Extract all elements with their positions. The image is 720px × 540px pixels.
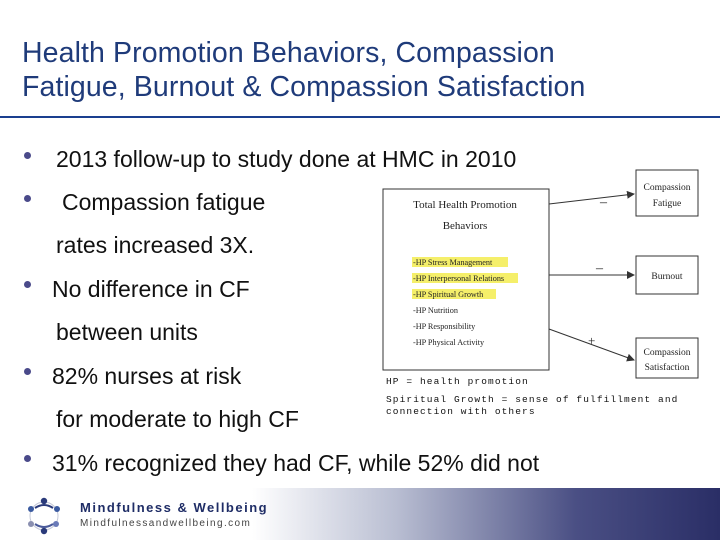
bullet-5-text: 31% recognized they had CF, while 52% did not: [52, 450, 540, 476]
outcome-1-line-2: Fatigue: [652, 199, 682, 209]
hp-item-spiritual-growth: -HP Spiritual Growth: [413, 290, 484, 299]
bullet-marker: [24, 368, 31, 375]
outcome-3-line-2: Satisfaction: [644, 363, 690, 373]
footer-url: Mindfulnessandwellbeing.com: [80, 518, 252, 529]
bullet-4-text: 82% nurses at risk: [52, 363, 242, 389]
outcome-3-line-1: Compassion: [643, 348, 691, 358]
outcome-box-compassion-fatigue: [636, 170, 698, 216]
bullet-1-text: 2013 follow-up to study done at HMC in 2010: [56, 146, 517, 172]
outcome-1-line-1: Compassion: [643, 183, 691, 193]
bullet-2-continuation: rates increased 3X.: [56, 232, 255, 258]
sign-compassion-fatigue: –: [600, 195, 607, 210]
bullet-marker: [24, 152, 31, 159]
caption-hp-definition: HP = health promotion: [386, 376, 529, 387]
sign-burnout: –: [596, 261, 603, 276]
slide-title-line-1: Health Promotion Behaviors, Compassion: [22, 37, 555, 69]
hp-item-stress-management: -HP Stress Management: [413, 258, 493, 267]
bullet-marker: [24, 195, 31, 202]
bullet-4-continuation: for moderate to high CF: [56, 406, 299, 432]
hp-box-title-line-2: Behaviors: [442, 220, 488, 232]
bullet-3-continuation: between units: [56, 319, 198, 345]
footer-brand: Mindfulness & Wellbeing: [80, 500, 269, 515]
circle-of-people-icon: [22, 496, 66, 536]
slide-title-line-2: Fatigue, Burnout & Compassion Satisfaction: [22, 71, 586, 103]
hp-item-nutrition: -HP Nutrition: [413, 306, 458, 315]
hp-box-title-line-1: Total Health Promotion: [413, 199, 517, 211]
bullet-marker: [24, 455, 31, 462]
health-promotion-diagram: [380, 164, 700, 380]
caption-spiritual-growth-line-1: Spiritual Growth = sense of fulfillment and: [386, 394, 679, 405]
hp-item-interpersonal-relations: -HP Interpersonal Relations: [413, 274, 505, 283]
bullet-3-text: No difference in CF: [52, 276, 250, 302]
bullet-marker: [24, 281, 31, 288]
caption-spiritual-growth-line-2: connection with others: [386, 406, 536, 417]
bullet-2-text: Compassion fatigue: [62, 189, 266, 215]
sign-compassion-satisfaction: +: [588, 333, 596, 348]
hp-item-responsibility: -HP Responsibility: [413, 322, 476, 331]
hp-item-physical-activity: -HP Physical Activity: [413, 338, 485, 347]
outcome-2-line-1: Burnout: [651, 272, 683, 282]
arrow-to-compassion-fatigue: [549, 194, 634, 204]
